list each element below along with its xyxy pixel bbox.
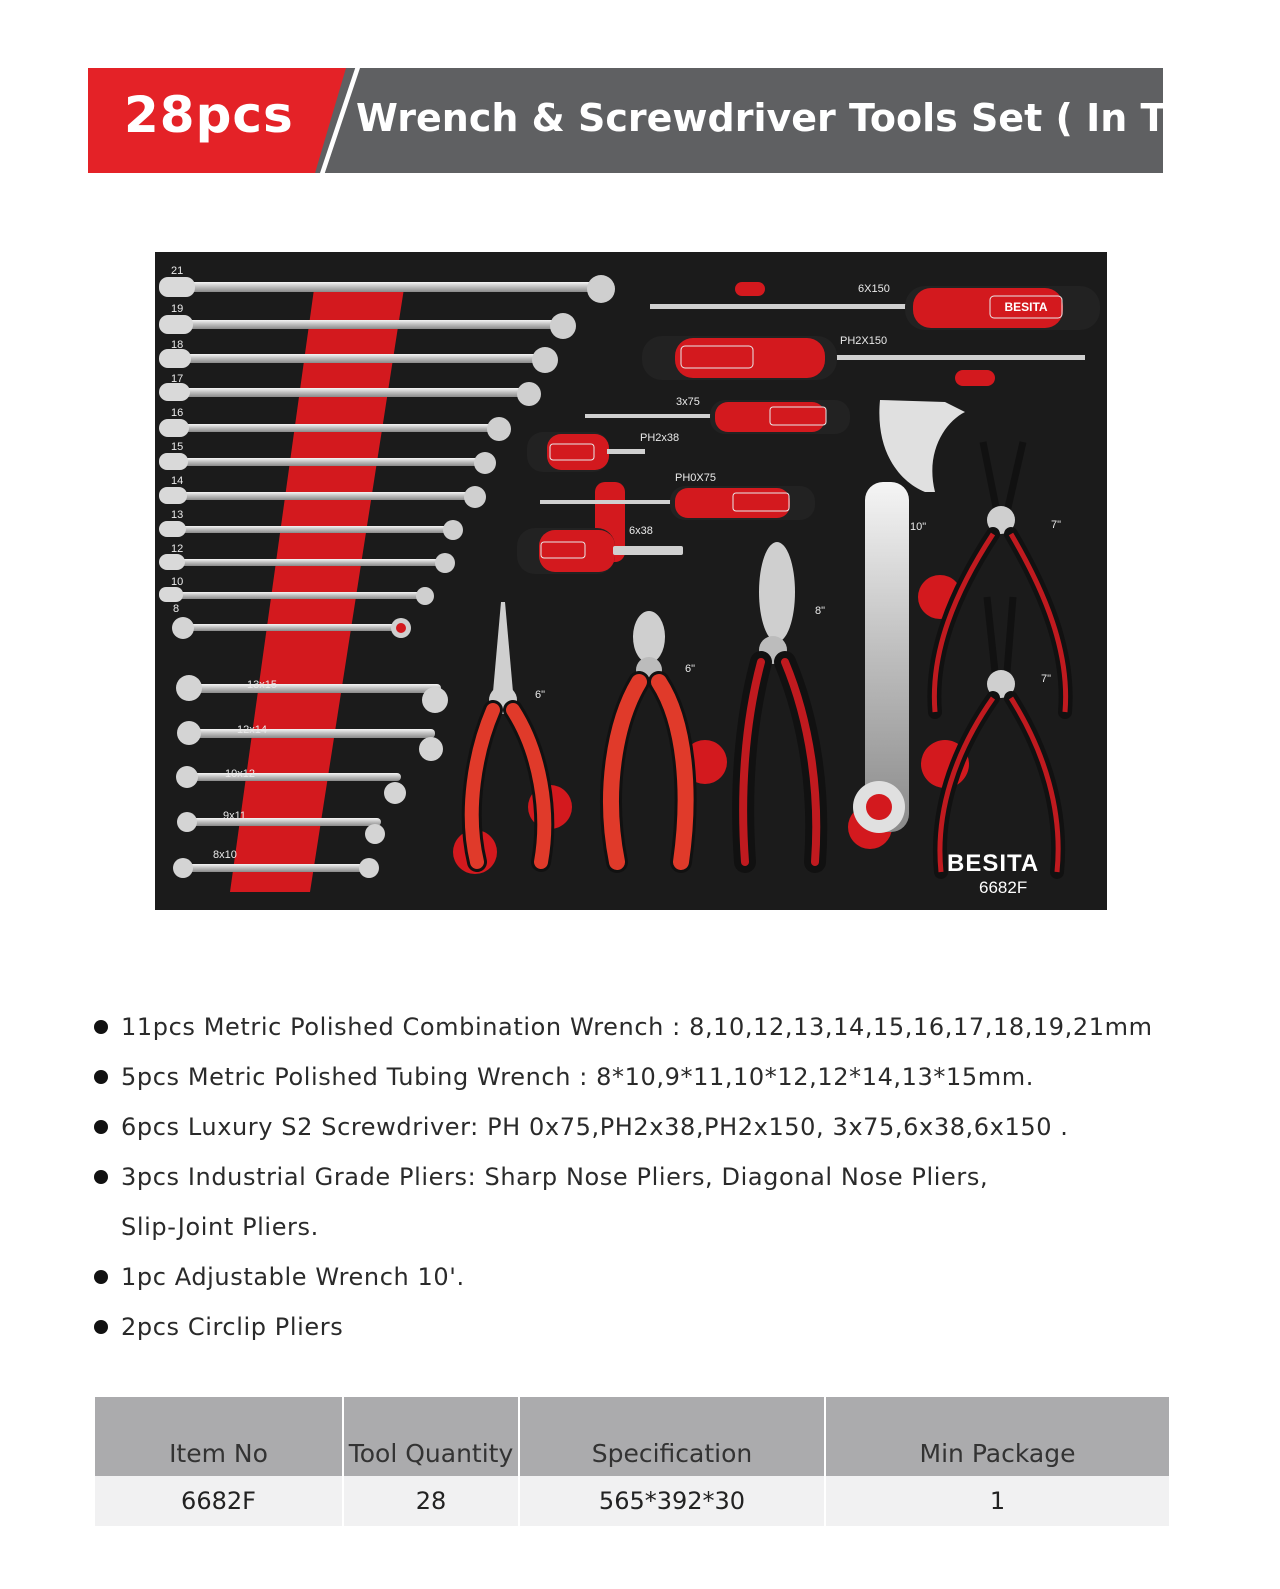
tubing-label: 10x12: [225, 768, 255, 780]
wrench-label: 19: [171, 303, 184, 315]
spec-table: [95, 1397, 1169, 1526]
header-min-package: Min Package: [825, 1397, 1169, 1476]
feature-text: 3pcs Industrial Grade Pliers: Sharp Nose Pliers, Diagonal Nose Pliers,: [121, 1163, 989, 1191]
screwdriver-label: 6x38: [629, 525, 653, 537]
tray-illustration: [155, 252, 1107, 910]
screwdriver-label: PH0X75: [675, 472, 716, 484]
model-number: 6682F: [979, 878, 1028, 897]
foam-band: [230, 282, 405, 892]
header-item-no: Item No: [95, 1397, 343, 1476]
sharp-nose-pliers: [472, 602, 544, 862]
feature-item: 5pcs Metric Polished Tubing Wrench : 8*10,9*11,10*12,12*14,13*15mm.: [94, 1052, 1214, 1102]
screwdriver-label: 6X150: [858, 283, 890, 295]
wrench-label: 10: [171, 576, 184, 588]
wrench-label: 16: [171, 407, 184, 419]
feature-item: 2pcs Circlip Pliers: [94, 1302, 1214, 1352]
plier-size-label: 6": [685, 663, 696, 675]
plier-size-label: 10": [910, 521, 927, 533]
piece-count: 28pcs: [124, 86, 294, 144]
screwdriver-ph0x75: [540, 486, 815, 520]
feature-item: 1pc Adjustable Wrench 10'.: [94, 1252, 1214, 1302]
screwdriver-ph2x38: [527, 432, 645, 472]
brand-logo: BESITA: [947, 850, 1040, 877]
wrench-label: 14: [171, 475, 184, 487]
feature-item: [94, 1152, 1214, 1252]
feature-list: [94, 1002, 1214, 1352]
cell-min-package: 1: [825, 1476, 1169, 1526]
tool-tray-image: [155, 252, 1107, 910]
wrench-label: 15: [171, 441, 184, 453]
table-row: [95, 1476, 1169, 1526]
screwdriver-label: PH2X150: [840, 335, 888, 347]
circlip-pliers-lower: [940, 597, 1058, 872]
screwdriver-3x75: [585, 400, 850, 434]
plier-size-label: 7": [1041, 673, 1052, 685]
feature-item: 11pcs Metric Polished Combination Wrench : 8,10,12,13,14,15,16,17,18,19,21mm: [94, 1002, 1214, 1052]
slip-joint-pliers: [743, 542, 816, 862]
wrench-label: 17: [171, 373, 184, 385]
product-title: Wrench & Screwdriver Tools Set ( In Tray): [356, 96, 1248, 140]
cell-item-no: 6682F: [95, 1476, 343, 1526]
tubing-label: 12x14: [237, 724, 267, 736]
header-banner: [88, 68, 1248, 173]
screwdriver-label: PH2x38: [640, 432, 680, 444]
tubing-label: 13x15: [247, 679, 277, 691]
tubing-label: 8x10: [213, 849, 237, 861]
wrench-label: 13: [171, 509, 184, 521]
wrench-label: 18: [171, 339, 184, 351]
svg-text:BESITA: BESITA: [1004, 300, 1048, 314]
wrench-label: 12: [171, 543, 184, 555]
header-specification: Specification: [519, 1397, 825, 1476]
screwdriver-6x38: [517, 528, 683, 574]
header-tool-quantity: Tool Quantity: [343, 1397, 519, 1476]
plier-size-label: 6": [535, 689, 546, 701]
feature-item: 6pcs Luxury S2 Screwdriver: PH 0x75,PH2x38,PH2x150, 3x75,6x38,6x150 .: [94, 1102, 1214, 1152]
plier-size-label: 8": [815, 605, 826, 617]
screwdriver-label: 3x75: [676, 396, 700, 408]
tubing-label: 9x11: [223, 810, 247, 822]
diagonal-pliers: [611, 611, 686, 862]
cell-specification: 565*392*30: [519, 1476, 825, 1526]
table-header-row: [95, 1397, 1169, 1476]
feature-text-continued: Slip-Joint Pliers.: [121, 1213, 319, 1241]
wrench-label: 8: [173, 603, 180, 615]
plier-size-label: 7": [1051, 519, 1062, 531]
wrench-label: 21: [171, 265, 184, 277]
cell-tool-quantity: 28: [343, 1476, 519, 1526]
